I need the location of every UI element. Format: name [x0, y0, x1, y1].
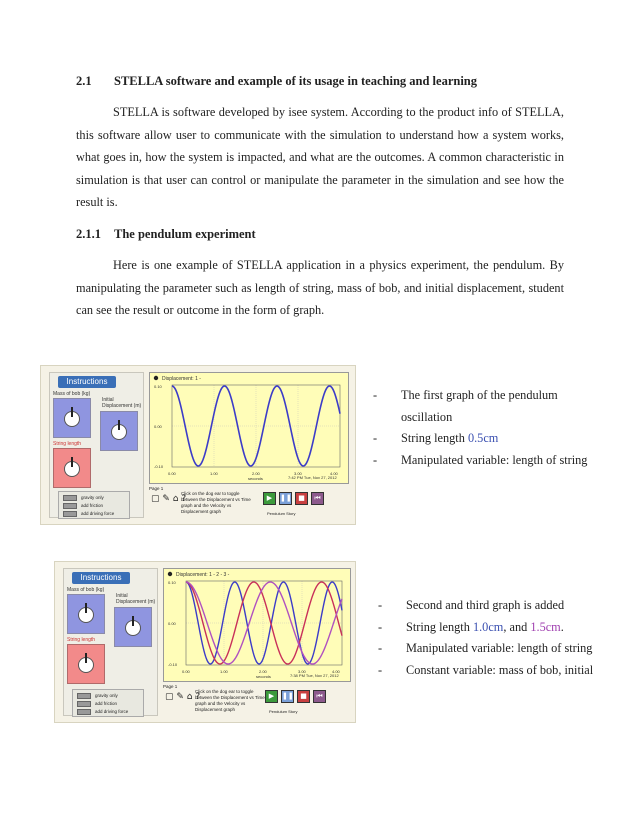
xtick-3-2: 3.00 [298, 669, 306, 674]
xtick-4: 4.00 [330, 471, 338, 476]
xtick-1: 1.00 [210, 471, 218, 476]
figure2-bullets [378, 595, 608, 681]
subsection-title: The pendulum experiment [114, 227, 256, 241]
ytick-top-2: 0.10 [168, 580, 176, 585]
figure2-bullet-1: - Second and third graph is added [378, 598, 565, 612]
gravity-only-label: gravity only [81, 495, 104, 500]
xtick-1-2: 1.00 [220, 669, 228, 674]
transport-controls [263, 492, 324, 505]
ytick-mid-2: 0.00 [168, 621, 176, 626]
ytick-bottom-2: -0.10 [168, 662, 178, 667]
gravity-only-label-2: gravity only [95, 693, 118, 698]
pause-button[interactable]: ❚❚ [279, 492, 292, 505]
section-heading [76, 74, 477, 89]
mass-label: Mass of bob (kg) [53, 391, 91, 397]
mass-knob[interactable] [53, 398, 91, 438]
xaxis-label: seconds [248, 476, 263, 481]
section-paragraph [76, 101, 564, 214]
displacement-graph-2 [163, 568, 351, 682]
graph-title-2: Displacement: 1 - 2 - 3 - [176, 572, 230, 578]
xtick-3: 3.00 [294, 471, 302, 476]
subsection-heading [76, 227, 256, 242]
ytick-mid: 0.00 [154, 424, 162, 429]
add-friction-label-2: add friction [95, 701, 118, 706]
physics-options [58, 491, 130, 519]
mass-label-2: Mass of bob (kg) [67, 587, 105, 593]
graph-title: Displacement: 1 - [162, 376, 201, 382]
toggle-note: Click on the dog ear to toggle between the Displacement vs Time graph and the Velocity vs Displacement graph [181, 491, 251, 514]
string-length-knob[interactable] [53, 448, 91, 488]
add-friction-button[interactable] [63, 503, 77, 509]
add-driving-force-button-2[interactable] [77, 709, 91, 715]
page-label: Page 1 [149, 486, 164, 491]
xtick-2: 2.00 [252, 471, 260, 476]
section-title: STELLA software and example of its usage in teaching and learning [114, 74, 478, 88]
string-length-label-2: String length [67, 637, 96, 643]
reset-button[interactable]: ⏮ [311, 492, 324, 505]
graph-dot-icon [154, 376, 158, 380]
instructions-button[interactable]: Instructions [58, 376, 116, 388]
xtick-2-2: 2.00 [259, 669, 267, 674]
page-label-2: Page 1 [163, 684, 178, 689]
displacement-graph-svg [150, 373, 348, 483]
run-button-2[interactable]: ▶ [265, 690, 278, 703]
run-button[interactable]: ▶ [263, 492, 276, 505]
displacement-knob[interactable] [100, 411, 138, 451]
displacement-graph-2-svg [164, 569, 350, 681]
xtick-4-2: 4.00 [332, 669, 340, 674]
gravity-only-button[interactable] [63, 495, 77, 501]
reset-button-2[interactable]: ⏮ [313, 690, 326, 703]
stella-screenshot-1 [40, 365, 356, 525]
section-number: 2.1 [76, 74, 92, 88]
toolbar-icons: ▢ ✎ ⌂ ? [151, 494, 187, 504]
toggle-note-2: Click on the dog ear to toggle between the Displacement vs Time graph and the Velocity vs Displacement graph [195, 689, 265, 712]
stop-button[interactable]: ■ [295, 492, 308, 505]
add-driving-force-label: add driving force [81, 511, 115, 516]
caption: Pendulum Story [267, 511, 296, 516]
ytick-bottom: -0.10 [154, 464, 164, 469]
instructions-button-2[interactable]: Instructions [72, 572, 130, 584]
figure1-bullet-3: - Manipulated variable: length of string [373, 452, 588, 467]
displacement-knob-2[interactable] [114, 607, 152, 647]
figure1-bullet-2: - String length 0.5cm [373, 431, 499, 445]
stella-screenshot-2 [54, 561, 356, 723]
xaxis-label-2: seconds [256, 674, 271, 679]
section-paragraph-text: STELLA is software developed by isee system. According to the product info of STELLA, this software allow user to communicate with the simulation to understand how a system works, what goes in, how the system is impacted, and what are the outcomes. A common characteristic in simulation is that user can control or manipulate the parameter in the simulation and see how the result is. [76, 105, 564, 209]
stella-control-panel [49, 372, 144, 518]
displacement-label: Initial Displacement (m) [102, 397, 142, 409]
stella-control-panel-2 [63, 568, 158, 716]
add-driving-force-label-2: add driving force [95, 709, 129, 714]
figure2-bullet-3: - Manipulated variable: length of string [378, 641, 593, 655]
subsection-paragraph [76, 254, 564, 322]
ytick-top: 0.10 [154, 384, 162, 389]
timestamp-2: 7:38 PM Tue, Nov 27, 2012 [290, 673, 339, 678]
figure1-bullets [373, 385, 603, 471]
mass-knob-2[interactable] [67, 594, 105, 634]
graph-dot-icon-2 [168, 572, 172, 576]
string-length-knob-2[interactable] [67, 644, 105, 684]
xtick-0-2: 0.00 [182, 669, 190, 674]
caption-2: Pendulum Story [269, 709, 298, 714]
gravity-only-button-2[interactable] [77, 693, 91, 699]
displacement-label-2: Initial Displacement (m) [116, 593, 156, 605]
stop-button-2[interactable]: ■ [297, 690, 310, 703]
figure2-bullet-4: - Constant variable: mass of bob, initial [378, 662, 594, 677]
add-friction-label: add friction [81, 503, 104, 508]
add-driving-force-button[interactable] [63, 511, 77, 517]
figure1-bullet-1: - The first graph of the pendulum oscillation [373, 388, 558, 424]
subsection-paragraph-text: Here is one example of STELLA application in a physics experiment, the pendulum. By manipulating the parameter such as length of string, mass of bob, and initial displacement, student can see the result or outcome in the form of graph. [76, 258, 564, 317]
subsection-number: 2.1.1 [76, 227, 101, 241]
pause-button-2[interactable]: ❚❚ [281, 690, 294, 703]
displacement-graph [149, 372, 349, 484]
toolbar-icons-2: ▢ ✎ ⌂ ? [165, 692, 201, 702]
figure2-bullet-2: - String length 1.0cm, and 1.5cm. [378, 619, 564, 634]
transport-controls-2 [265, 690, 326, 703]
string-length-label: String length [53, 441, 82, 447]
physics-options-2 [72, 689, 144, 717]
timestamp: 7:42 PM Tue, Nov 27, 2012 [288, 475, 337, 480]
add-friction-button-2[interactable] [77, 701, 91, 707]
xtick-0: 0.00 [168, 471, 176, 476]
